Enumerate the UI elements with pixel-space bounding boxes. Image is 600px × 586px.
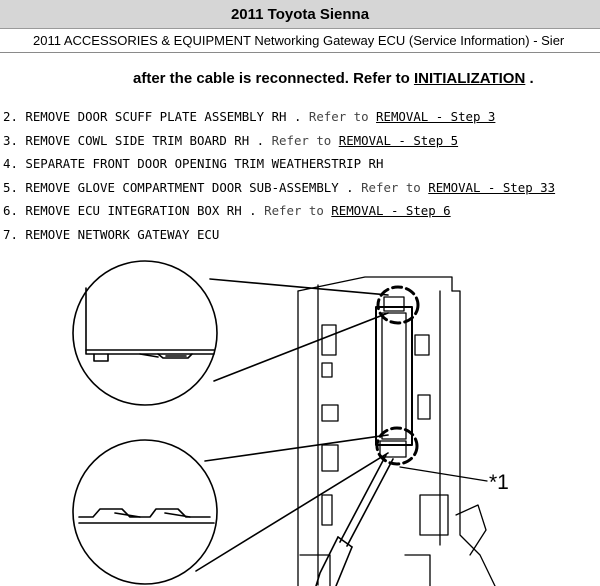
zoom-leader-line xyxy=(196,453,388,571)
step-reference-link[interactable]: REMOVAL - Step 6 xyxy=(331,203,451,218)
zoom-leader-line xyxy=(205,435,388,461)
step-text: REMOVE NETWORK GATEWAY ECU xyxy=(25,226,220,242)
step-number: 5. xyxy=(3,179,18,195)
note-end: . xyxy=(529,70,534,87)
step-5 xyxy=(3,180,555,195)
step-7 xyxy=(3,227,219,242)
refer-to-text: Refer to xyxy=(264,203,324,218)
refer-to-text: Refer to xyxy=(271,132,332,148)
step-2 xyxy=(3,109,495,124)
zoom-leader-line xyxy=(210,279,388,295)
document-subtitle: 2011 ACCESSORIES & EQUIPMENT Networking Gateway ECU (Service Information) - Sier xyxy=(33,33,565,48)
step-number: 7. xyxy=(3,226,18,242)
document-subtitle-bar xyxy=(0,29,600,53)
document-title-bar xyxy=(0,0,600,29)
step-number: 2. xyxy=(3,109,18,124)
ecu-removal-illustration xyxy=(0,255,600,586)
step-text: SEPARATE FRONT DOOR OPENING TRIM WEATHERSTRIP RH xyxy=(25,156,384,171)
zoom-leader-line xyxy=(214,313,388,381)
detail-circle-lower xyxy=(73,440,217,584)
note-text: after the cable is reconnected. Refer to xyxy=(133,70,410,87)
refer-to-text: Refer to xyxy=(308,109,369,124)
step-text: REMOVE DOOR SCUFF PLATE ASSEMBLY RH . xyxy=(25,109,302,124)
step-4 xyxy=(3,156,383,171)
initialization-note xyxy=(133,70,534,87)
screwdriver-tool xyxy=(316,455,393,586)
step-number: 3. xyxy=(3,132,18,148)
step-text: REMOVE GLOVE COMPARTMENT DOOR SUB-ASSEMBLY . xyxy=(25,179,354,195)
step-3 xyxy=(3,133,458,148)
callout-label: *1 xyxy=(489,471,509,494)
step-reference-link[interactable]: REMOVAL - Step 5 xyxy=(338,132,459,148)
step-reference-link[interactable]: REMOVAL - Step 33 xyxy=(428,179,556,195)
document-title: 2011 Toyota Sienna xyxy=(230,6,370,23)
detail-circle-upper xyxy=(73,261,217,405)
step-text: REMOVE COWL SIDE TRIM BOARD RH . xyxy=(25,132,265,148)
callout-leader-line xyxy=(400,467,487,481)
refer-to-text: Refer to xyxy=(361,179,421,195)
initialization-link[interactable]: INITIALIZATION xyxy=(413,70,526,87)
step-number: 4. xyxy=(3,156,18,171)
step-number: 6. xyxy=(3,203,18,218)
step-text: REMOVE ECU INTEGRATION BOX RH . xyxy=(25,203,257,218)
step-6 xyxy=(3,203,451,218)
step-reference-link[interactable]: REMOVAL - Step 3 xyxy=(376,109,496,124)
